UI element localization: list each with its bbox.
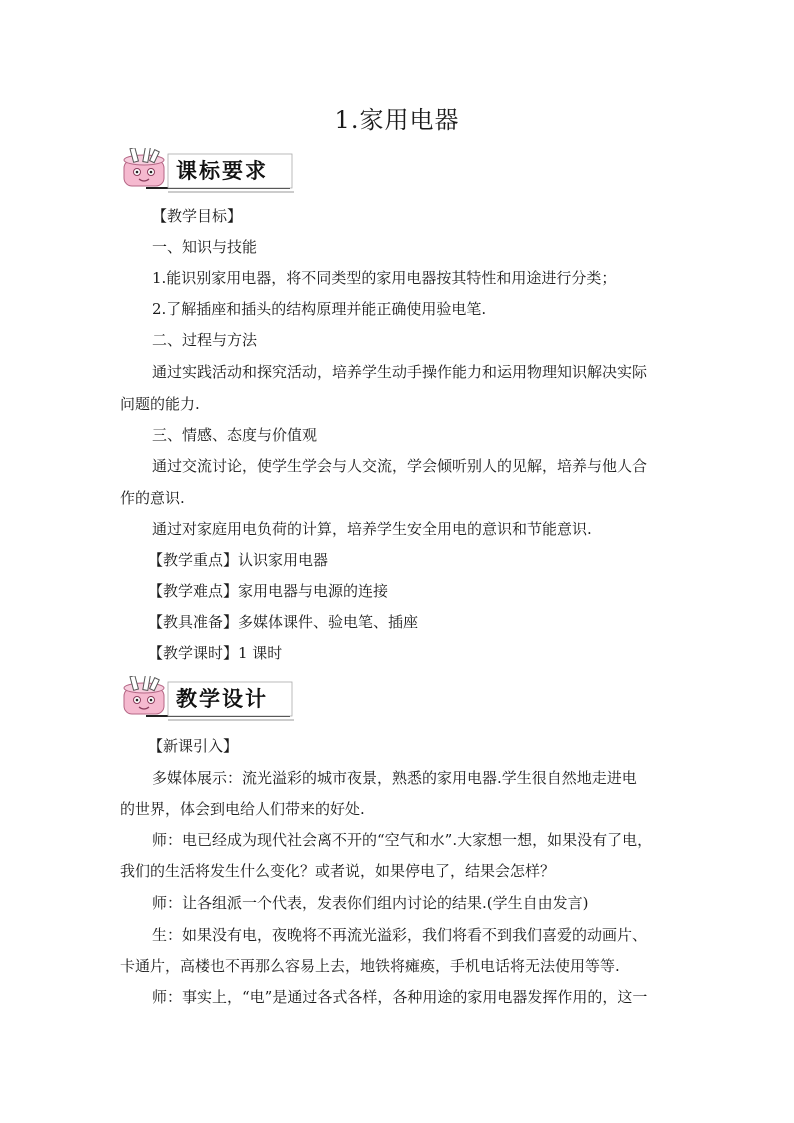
goals-paragraph-cont: 问题的能力. xyxy=(120,395,200,413)
key-point: 【教学重点】认识家用电器 xyxy=(148,551,329,569)
goals-section-1: 一、知识与技能 xyxy=(152,238,258,256)
design-paragraph-cont: 我们的生活将发生什么变化？或者说，如果停电了，结果会怎样？ xyxy=(120,862,556,880)
section-banner-design xyxy=(118,676,298,724)
design-paragraph-cont: 卡通片，高楼也不再那么容易上去，地铁将瘫痪，手机电话将无法使用等等. xyxy=(120,957,620,975)
banner-title: 教学设计 xyxy=(176,687,268,711)
page-title: 1.家用电器 xyxy=(334,106,460,134)
design-paragraph: 生：如果没有电，夜晚将不再流光溢彩，我们将看不到我们喜爱的动画片、 xyxy=(152,926,648,944)
teaching-tools: 【教具准备】多媒体课件、验电笔、插座 xyxy=(148,613,419,631)
design-paragraph: 多媒体展示：流光溢彩的城市夜景，熟悉的家用电器.学生很自然地走进电 xyxy=(152,769,637,787)
teaching-hours: 【教学课时】1 课时 xyxy=(148,644,283,662)
difficulty-point: 【教学难点】家用电器与电源的连接 xyxy=(148,582,389,600)
design-paragraph: 师：事实上，“电”是通过各式各样，各种用途的家用电器发挥作用的，这一 xyxy=(152,988,648,1006)
goals-item-1: 1.能识别家用电器，将不同类型的家用电器按其特性和用途进行分类； xyxy=(152,269,617,287)
banner-title: 课标要求 xyxy=(176,159,268,183)
design-paragraph-cont: 的世界，体会到电给人们带来的好处. xyxy=(120,800,365,818)
goals-section-3: 三、情感、态度与价值观 xyxy=(152,426,318,444)
goals-paragraph: 通过交流讨论，使学生学会与人交流，学会倾听别人的见解，培养与他人合 xyxy=(152,457,648,475)
section-banner-curriculum xyxy=(118,148,298,196)
goals-paragraph: 通过对家庭用电负荷的计算，培养学生安全用电的意识和节能意识. xyxy=(152,520,592,538)
goals-item-2: 2.了解插座和插头的结构原理并能正确使用验电笔. xyxy=(152,300,487,318)
goals-section-2: 二、过程与方法 xyxy=(152,331,258,349)
intro-heading: 【新课引入】 xyxy=(148,737,239,755)
goals-paragraph-cont: 作的意识. xyxy=(120,489,185,507)
goals-heading: 【教学目标】 xyxy=(152,207,243,225)
goals-paragraph: 通过实践活动和探究活动，培养学生动手操作能力和运用物理知识解决实际 xyxy=(152,363,648,381)
design-paragraph: 师：让各组派一个代表，发表你们组内讨论的结果.(学生自由发言) xyxy=(152,894,589,912)
design-paragraph: 师：电已经成为现代社会离不开的“空气和水”.大家想一想，如果没有了电， xyxy=(152,831,653,849)
